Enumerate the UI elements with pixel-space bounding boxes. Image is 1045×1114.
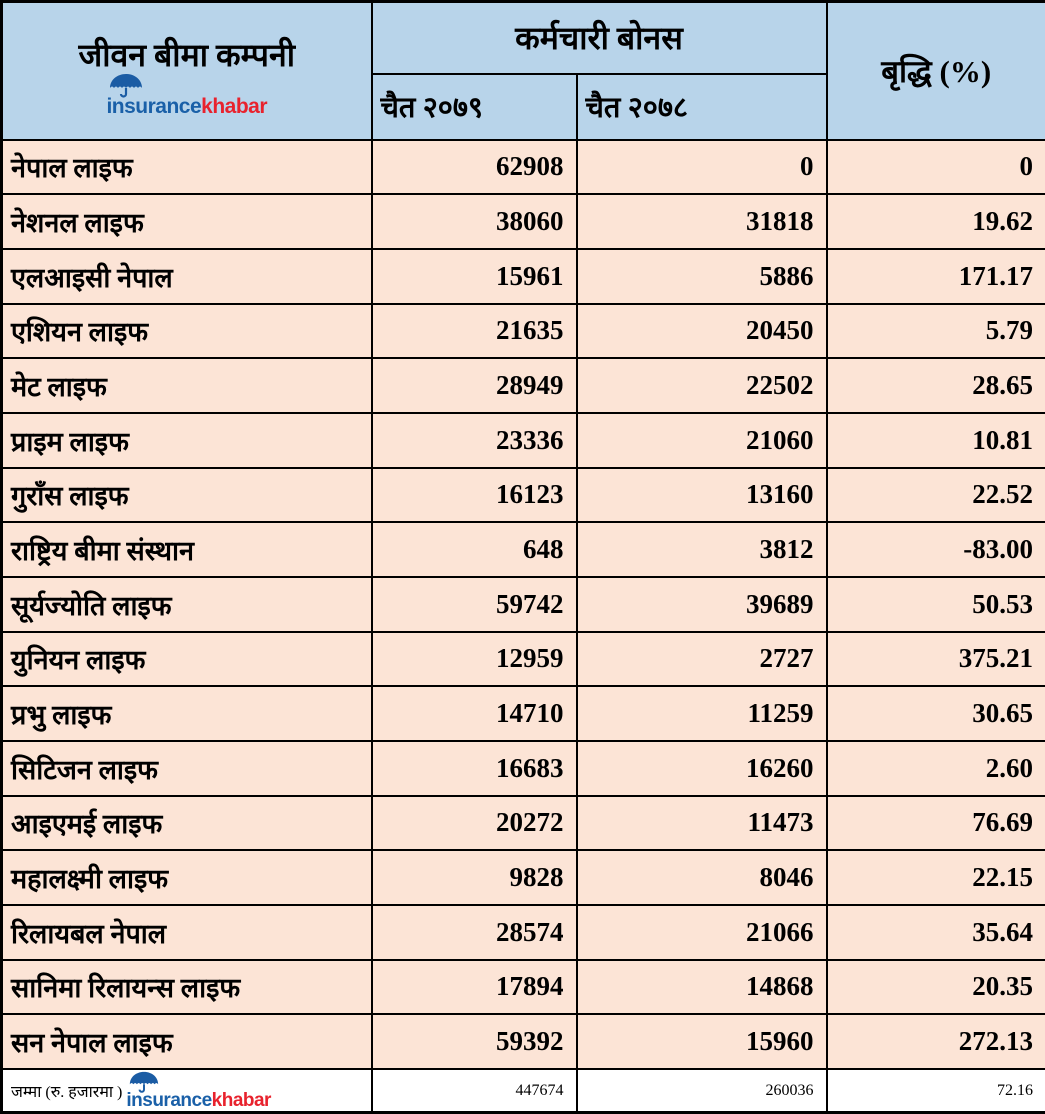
company-name-cell: नेशनल लाइफ <box>2 194 372 249</box>
bonus-2079-cell: 28574 <box>372 905 577 960</box>
bonus-2079-cell: 15961 <box>372 249 577 304</box>
total-label: जम्मा (रु. हजारमा ) <box>11 1083 123 1101</box>
total-label-cell <box>2 1069 372 1113</box>
table-row <box>2 468 1045 523</box>
growth-cell: 375.21 <box>827 632 1045 687</box>
growth-cell: 2.60 <box>827 741 1045 796</box>
bonus-2078-cell: 13160 <box>577 468 827 523</box>
table-row <box>2 686 1045 741</box>
logo-text-khabar: khabar <box>201 95 268 119</box>
bonus-2079-cell: 648 <box>372 522 577 577</box>
bonus-2079-cell: 59742 <box>372 577 577 632</box>
bonus-2078-cell: 11259 <box>577 686 827 741</box>
company-name-cell: युनियन लाइफ <box>2 632 372 687</box>
bonus-2078-cell: 14868 <box>577 960 827 1015</box>
company-column-header <box>2 2 372 140</box>
bonus-2078-cell: 8046 <box>577 850 827 905</box>
bonus-2078-cell: 22502 <box>577 358 827 413</box>
table-footer <box>2 1069 1045 1113</box>
growth-cell: 171.17 <box>827 249 1045 304</box>
bonus-2079-cell: 23336 <box>372 413 577 468</box>
growth-cell: 19.62 <box>827 194 1045 249</box>
bonus-2079-cell: 62908 <box>372 140 577 195</box>
bonus-2079-cell: 9828 <box>372 850 577 905</box>
table-row <box>2 632 1045 687</box>
company-column-title: जीवन बीमा कम्पनी <box>78 37 296 74</box>
logo-text <box>126 1091 271 1110</box>
table-row <box>2 304 1045 359</box>
logo-text-khabar: khabar <box>211 1090 271 1111</box>
bonus-2078-cell: 39689 <box>577 577 827 632</box>
company-name-cell: एलआइसी नेपाल <box>2 249 372 304</box>
total-growth: 72.16 <box>827 1069 1045 1113</box>
company-name-cell: सूर्यज्योति लाइफ <box>2 577 372 632</box>
table-row <box>2 249 1045 304</box>
logo-text-insurance: insurance <box>106 95 202 119</box>
table-row <box>2 577 1045 632</box>
company-name-cell: सानिमा रिलायन्स लाइफ <box>2 960 372 1015</box>
bonus-2079-cell: 59392 <box>372 1014 577 1069</box>
logo-text-insurance: insurance <box>126 1090 212 1111</box>
growth-cell: 28.65 <box>827 358 1045 413</box>
total-row <box>2 1069 1045 1113</box>
bonus-2079-cell: 21635 <box>372 304 577 359</box>
growth-cell: 10.81 <box>827 413 1045 468</box>
company-name-cell: एशियन लाइफ <box>2 304 372 359</box>
table-row <box>2 413 1045 468</box>
growth-cell: 20.35 <box>827 960 1045 1015</box>
company-name-cell: सिटिजन लाइफ <box>2 741 372 796</box>
table-row <box>2 905 1045 960</box>
bonus-2078-cell: 21060 <box>577 413 827 468</box>
company-name-cell: प्राइम लाइफ <box>2 413 372 468</box>
table-row <box>2 796 1045 851</box>
growth-cell: 76.69 <box>827 796 1045 851</box>
period-2079-header: चैत २०७९ <box>372 74 577 140</box>
bonus-2078-cell: 11473 <box>577 796 827 851</box>
bonus-2079-cell: 14710 <box>372 686 577 741</box>
growth-cell: 22.15 <box>827 850 1045 905</box>
company-name-cell: गुराँस लाइफ <box>2 468 372 523</box>
table-row <box>2 358 1045 413</box>
table-row <box>2 140 1045 195</box>
bonus-2078-cell: 31818 <box>577 194 827 249</box>
company-name-cell: आइएमई लाइफ <box>2 796 372 851</box>
growth-cell: 50.53 <box>827 577 1045 632</box>
bonus-2079-cell: 28949 <box>372 358 577 413</box>
growth-cell: 22.52 <box>827 468 1045 523</box>
bonus-2078-cell: 20450 <box>577 304 827 359</box>
bonus-2079-cell: 12959 <box>372 632 577 687</box>
period-2078-header: चैत २०७८ <box>577 74 827 140</box>
company-name-cell: महालक्ष्मी लाइफ <box>2 850 372 905</box>
company-name-cell: राष्ट्रिय बीमा संस्थान <box>2 522 372 577</box>
growth-cell: 30.65 <box>827 686 1045 741</box>
insurancekhabar-logo-footer <box>126 1071 271 1110</box>
table-row <box>2 522 1045 577</box>
total-value-2079: 447674 <box>372 1069 577 1113</box>
logo-text <box>106 96 267 117</box>
table-row <box>2 194 1045 249</box>
insurancekhabar-logo <box>106 73 267 117</box>
bonus-2079-cell: 16683 <box>372 741 577 796</box>
bonus-2079-cell: 16123 <box>372 468 577 523</box>
table-row <box>2 741 1045 796</box>
table-body <box>2 140 1045 1070</box>
company-name-cell: मेट लाइफ <box>2 358 372 413</box>
bonus-2078-cell: 2727 <box>577 632 827 687</box>
growth-cell: 0 <box>827 140 1045 195</box>
table-row <box>2 850 1045 905</box>
growth-column-header: बृद्धि (%) <box>827 2 1045 140</box>
company-name-cell: रिलायबल नेपाल <box>2 905 372 960</box>
growth-cell: 35.64 <box>827 905 1045 960</box>
bonus-2078-cell: 16260 <box>577 741 827 796</box>
company-name-cell: प्रभु लाइफ <box>2 686 372 741</box>
growth-cell: -83.00 <box>827 522 1045 577</box>
growth-cell: 272.13 <box>827 1014 1045 1069</box>
bonus-2078-cell: 0 <box>577 140 827 195</box>
table-row <box>2 960 1045 1015</box>
company-name-cell: सन नेपाल लाइफ <box>2 1014 372 1069</box>
table-row <box>2 1014 1045 1069</box>
growth-cell: 5.79 <box>827 304 1045 359</box>
bonus-group-header: कर्मचारी बोनस <box>372 2 827 74</box>
bonus-2079-cell: 17894 <box>372 960 577 1015</box>
bonus-2078-cell: 15960 <box>577 1014 827 1069</box>
table-header <box>2 2 1045 140</box>
bonus-2079-cell: 20272 <box>372 796 577 851</box>
company-name-cell: नेपाल लाइफ <box>2 140 372 195</box>
bonus-2078-cell: 21066 <box>577 905 827 960</box>
total-value-2078: 260036 <box>577 1069 827 1113</box>
bonus-2078-cell: 3812 <box>577 522 827 577</box>
bonus-2078-cell: 5886 <box>577 249 827 304</box>
bonus-2079-cell: 38060 <box>372 194 577 249</box>
